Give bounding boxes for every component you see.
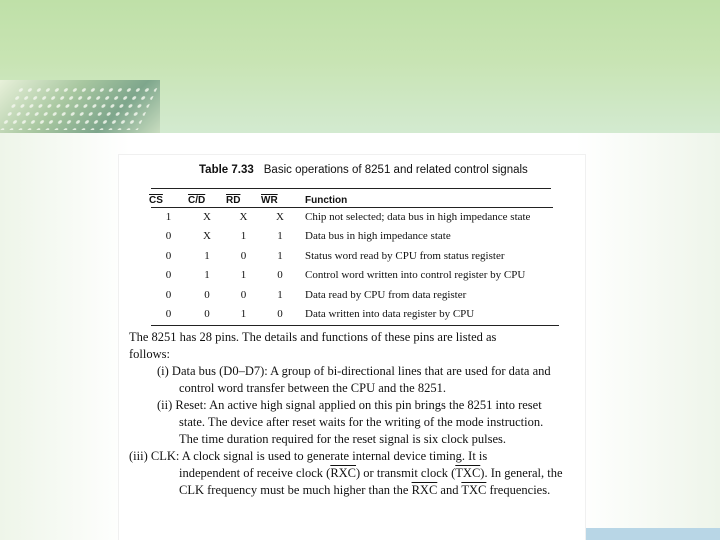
item-clk-cont — [129, 465, 569, 482]
cell-rd: 1 — [240, 230, 247, 243]
table-number: Table 7.33 — [199, 164, 254, 176]
table-top-rule — [151, 188, 551, 189]
cell-cs: 0 — [165, 288, 172, 301]
clk-text: ) or transmit clock ( — [356, 466, 456, 480]
cell-function: Data read by CPU from data register — [305, 288, 467, 301]
cell-wr: X — [276, 210, 284, 223]
item-reset-cont: The time duration required for the reset signal is six clock pulses. — [179, 432, 506, 446]
header-cs: $\overline{CS}$ — [149, 194, 163, 206]
table-row — [149, 246, 560, 266]
chip-pins-pattern — [0, 86, 158, 130]
table-row — [149, 305, 560, 325]
table-bottom-rule — [151, 325, 559, 326]
cell-wr: 0 — [277, 269, 283, 282]
txc-signal: $\overline{TXC}$ — [461, 483, 487, 497]
processor-chip-image — [0, 80, 160, 133]
item-reset: (ii) Reset: An active high signal applied on this pin brings the 8251 into reset — [157, 398, 542, 412]
cell-cd: 0 — [204, 308, 210, 321]
header-rd: $\overline{RD}$ — [226, 194, 241, 206]
table-header-row — [149, 193, 560, 207]
cell-rd: X — [239, 210, 248, 223]
cell-wr: 0 — [277, 308, 283, 321]
cell-wr: 1 — [277, 249, 283, 262]
cell-function: Data bus in high impedance state — [305, 230, 451, 243]
table-row — [149, 266, 560, 286]
cell-cd: 1 — [204, 269, 210, 282]
header-wr: $\overline{WR}$ — [261, 194, 278, 206]
control-signals-table — [149, 193, 560, 324]
cell-function: Status word read by CPU from status register — [305, 249, 505, 262]
txc-signal: $\overline{TXC}$ — [455, 466, 481, 480]
item-clk: (iii) CLK: A clock signal is used to generate internal device timing. It is — [129, 449, 488, 463]
intro-line: The 8251 has 28 pins. The details and functions of these pins are listed as — [129, 330, 497, 344]
table-row — [149, 227, 560, 247]
cell-rd: 0 — [240, 288, 247, 301]
cell-rd: 1 — [240, 269, 247, 282]
cell-function: Chip not selected; data bus in high impedance state — [305, 210, 531, 223]
clk-text: ). In general, the — [480, 466, 563, 480]
pin-description-text — [129, 329, 569, 499]
clk-text: frequencies. — [486, 483, 551, 497]
clk-text: CLK frequency must be much higher than the — [179, 483, 412, 497]
cell-cs: 0 — [165, 230, 172, 243]
header-function: Function — [305, 194, 348, 206]
table-title: Basic operations of 8251 and related control signals — [263, 164, 528, 176]
cell-function: Control word written into control register by CPU — [305, 269, 526, 282]
cell-cs: 0 — [165, 249, 172, 262]
item-data-bus: (i) Data bus (D0–D7): A group of bi-directional lines that are used for data and — [157, 364, 551, 378]
item-reset-cont: state. The device after reset waits for the writing of the mode instruction. — [179, 415, 544, 429]
intro-line: follows: — [129, 347, 170, 361]
item-clk-cont — [129, 482, 569, 499]
rxc-signal: $\overline{RXC}$ — [411, 483, 438, 497]
cell-cd: X — [203, 230, 211, 243]
cell-cd: 0 — [204, 288, 210, 301]
table-row — [149, 207, 560, 227]
cell-cs: 1 — [165, 210, 172, 223]
cell-cd: 1 — [204, 249, 210, 262]
cell-wr: 1 — [277, 230, 283, 243]
cell-function: Data written into data register by CPU — [305, 308, 475, 321]
bottom-accent-strip — [585, 528, 720, 540]
cell-wr: 1 — [277, 288, 283, 301]
header-cd: C/D — [188, 194, 206, 206]
scanned-textbook-page — [119, 155, 585, 540]
cell-cs: 0 — [165, 269, 172, 282]
cell-rd: 1 — [240, 308, 247, 321]
clk-text: independent of receive clock ( — [179, 466, 331, 480]
rxc-signal: $\overline{RXC}$ — [330, 466, 357, 480]
cell-cd: X — [203, 210, 211, 223]
clk-text: and — [437, 483, 462, 497]
item-data-bus-cont: control word transfer between the CPU and the 8251. — [179, 381, 446, 395]
table-caption — [199, 164, 528, 176]
cell-rd: 0 — [240, 249, 247, 262]
cell-cs: 0 — [165, 308, 172, 321]
table-row — [149, 285, 560, 305]
